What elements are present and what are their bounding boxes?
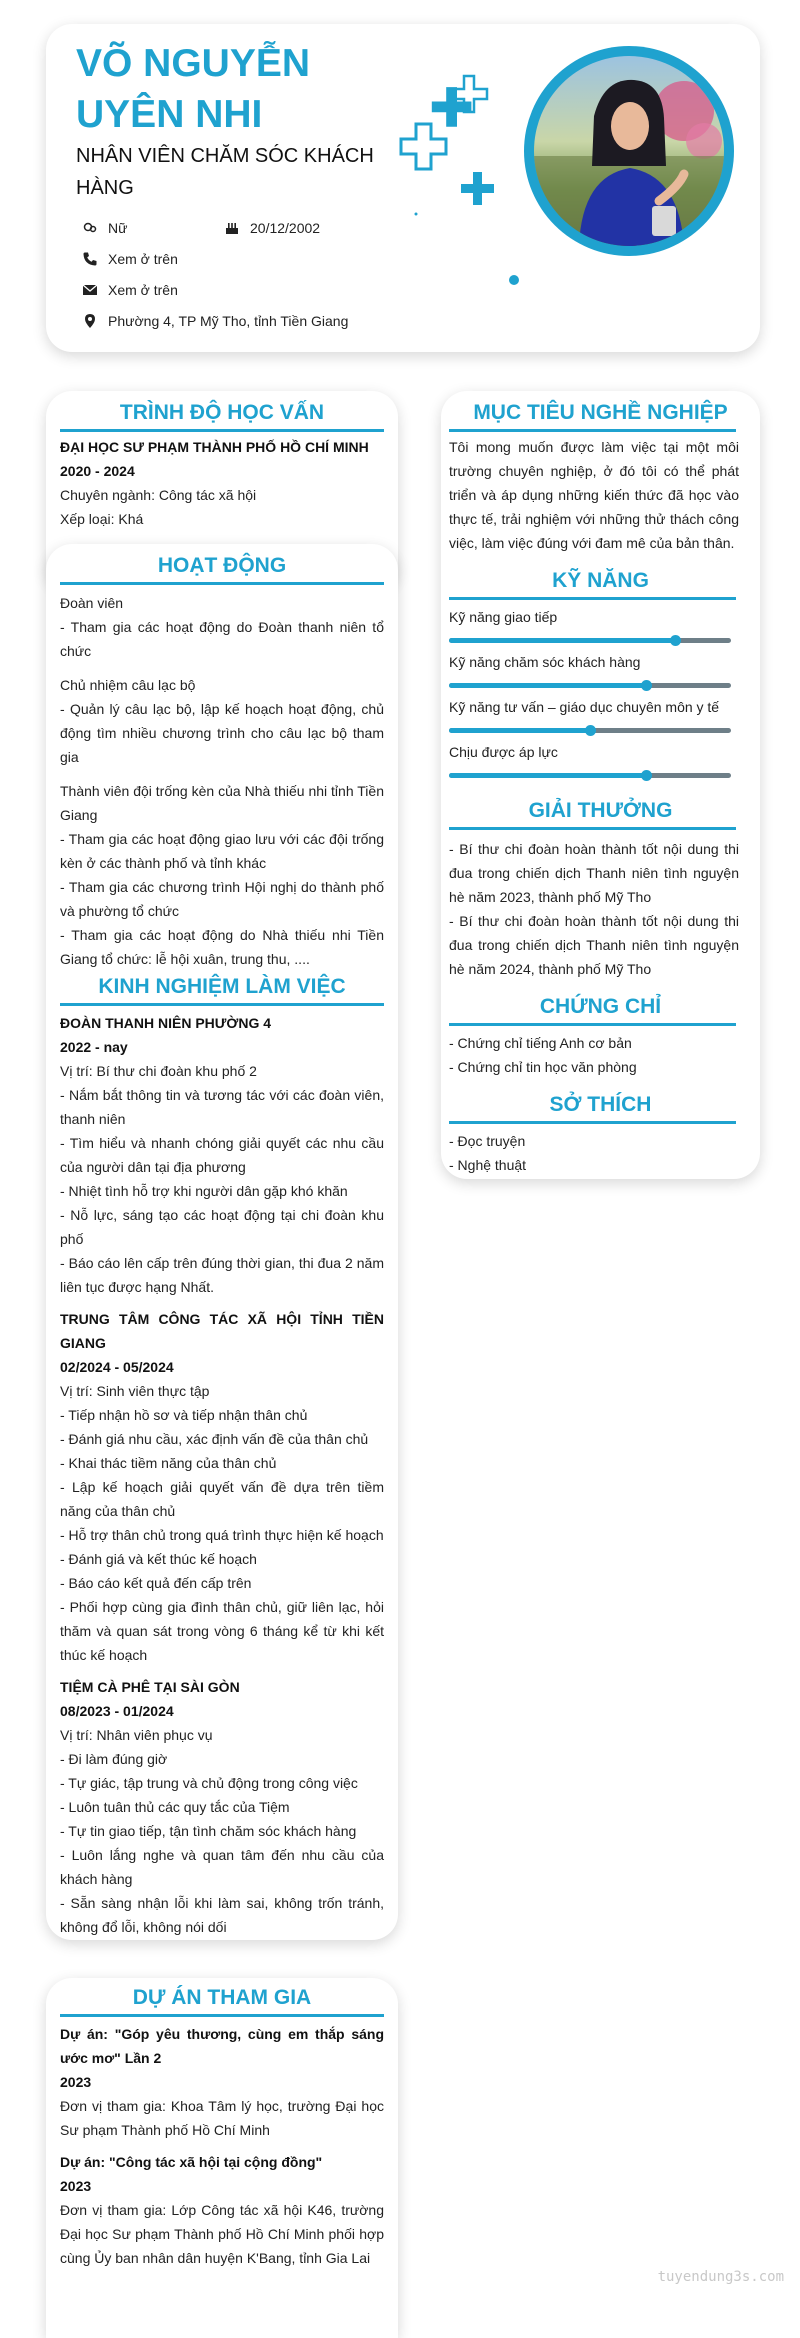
job-duty: - Tiếp nhận hồ sơ và tiếp nhận thân chủ xyxy=(60,1407,308,1423)
job-duty: - Hỗ trợ thân chủ trong quá trình thực hiện kế hoạch xyxy=(60,1527,384,1543)
job-duty: - Tìm hiểu và nhanh chóng giải quyết các nhu cầu của người dân tại địa phương xyxy=(60,1135,384,1175)
skill-bar-knob xyxy=(585,725,596,736)
job-period: 08/2023 - 01/2024 xyxy=(60,1703,174,1719)
job-duty: - Tự giác, tập trung và chủ động trong công việc xyxy=(60,1775,358,1791)
education-details xyxy=(60,435,384,531)
job-company: TIỆM CÀ PHÊ TẠI SÀI GÒN xyxy=(60,1679,240,1695)
avatar-frame xyxy=(524,46,734,256)
activity-line: Chủ nhiệm câu lạc bộ xyxy=(60,677,196,693)
activities-title: HOẠT ĐỘNG xyxy=(157,554,287,577)
objective-title: MỤC TIÊU NGHỀ NGHIỆP xyxy=(473,401,728,424)
skill-name: Chịu được áp lực xyxy=(449,744,558,760)
avatar-photo xyxy=(534,56,724,246)
job-duty: - Luôn tuân thủ các quy tắc của Tiệm xyxy=(60,1799,290,1815)
school-name: ĐẠI HỌC SƯ PHẠM THÀNH PHỐ HỒ CHÍ MINH xyxy=(60,439,369,455)
job-period: 02/2024 - 05/2024 xyxy=(60,1359,174,1375)
right-column-card xyxy=(441,391,760,1179)
phone-icon xyxy=(82,251,98,267)
job-duty: - Nhiệt tình hỗ trợ khi người dân gặp khó khăn xyxy=(60,1183,348,1199)
certificates-title: CHỨNG CHỈ xyxy=(539,995,662,1018)
education-grade: Xếp loại: Khá xyxy=(60,511,144,527)
job-duty: - Đánh giá và kết thúc kế hoạch xyxy=(60,1551,257,1567)
gender-value: Nữ xyxy=(108,220,128,236)
address-value: Phường 4, TP Mỹ Tho, tỉnh Tiền Giang xyxy=(108,313,349,329)
section-divider xyxy=(60,582,384,585)
site-watermark: tuyendung3s.com xyxy=(657,2269,784,2285)
hobby-item: - Nghệ thuật xyxy=(449,1157,527,1173)
section-divider xyxy=(449,1121,736,1124)
skill-bar-fill xyxy=(449,683,646,688)
section-divider xyxy=(449,1023,736,1026)
job-duty: - Nỗ lực, sáng tạo các hoạt động tại chi đoàn khu phố xyxy=(60,1207,384,1247)
skill-bar-knob xyxy=(641,680,652,691)
job-duty: - Báo cáo kết quả đến cấp trên xyxy=(60,1575,252,1591)
award-item: - Bí thư chi đoàn hoàn thành tốt nội dung thi đua trong chiến dịch Thanh niên tình nguyện hè năm 2024, thành phố Mỹ Tho xyxy=(449,913,739,977)
section-divider xyxy=(449,597,736,600)
activity-line: Thành viên đội trống kèn của Nhà thiếu nhi tỉnh Tiền Giang xyxy=(60,783,384,823)
section-divider xyxy=(60,2014,384,2017)
section-divider xyxy=(449,429,736,432)
certificate-item: - Chứng chỉ tin học văn phòng xyxy=(449,1059,637,1075)
job-period: 2022 - nay xyxy=(60,1039,128,1055)
job-role: Vị trí: Sinh viên thực tập xyxy=(60,1383,210,1399)
hobby-item: - Đọc truyện xyxy=(449,1133,526,1149)
skill-name: Kỹ năng tư vấn – giáo dục chuyên môn y tế xyxy=(449,699,720,715)
award-item: - Bí thư chi đoàn hoàn thành tốt nội dung thi đua trong chiến dịch Thanh niên tình nguyện hè năm 2023, thành phố Mỹ Tho xyxy=(449,841,739,905)
activity-line: - Tham gia các hoạt động do Nhà thiếu nhi Tiền Giang tổ chức: lễ hội xuân, trung thu, .... xyxy=(60,927,384,967)
job-company: TRUNG TÂM CÔNG TÁC XÃ HỘI TỈNH TIỀN GIANG xyxy=(60,1311,384,1351)
certificate-item: - Chứng chỉ tiếng Anh cơ bản xyxy=(449,1035,632,1051)
job-duty: - Khai thác tiềm năng của thân chủ xyxy=(60,1455,277,1471)
skill-bar xyxy=(449,728,731,733)
job-duty: - Lập kế hoạch giải quyết vấn đề dựa trên tiềm năng của thân chủ xyxy=(60,1479,384,1519)
project-year: 2023 xyxy=(60,2178,92,2194)
awards-list xyxy=(449,837,739,981)
project-org: Đơn vị tham gia: Khoa Tâm lý học, trường Đại học Sư phạm Thành phố Hồ Chí Minh xyxy=(60,2098,384,2138)
skill-bar xyxy=(449,773,731,778)
job-duty: - Phối hợp cùng gia đình thân chủ, giữ liên lạc, hỏi thăm và quan sát trong vòng 6 tháng kể từ khi kết thúc kế hoạch xyxy=(60,1599,384,1663)
cake-icon xyxy=(224,220,240,236)
education-major: Chuyên ngành: Công tác xã hội xyxy=(60,487,257,503)
awards-title: GIẢI THƯỞNG xyxy=(528,799,673,822)
hobbies-list xyxy=(449,1129,739,1177)
objective-text: Tôi mong muốn được làm việc tại một môi trường chuyên nghiệp, ở đó tôi có thể phát triển và áp dụng những kiến thức đã học vào thực tế, trải nghiệm với những thử thách công việc, làm việc đúng với đam mê của bản thân. xyxy=(449,439,739,551)
job-duty: - Báo cáo lên cấp trên đúng thời gian, thi đua 2 năm liên tục được hạng Nhất. xyxy=(60,1255,384,1295)
birthday-row xyxy=(224,220,320,236)
email-row xyxy=(82,282,178,298)
experience-list xyxy=(60,1011,384,1939)
projects-list xyxy=(60,2022,384,2270)
decorative-crosses xyxy=(386,64,536,304)
mail-icon xyxy=(82,282,98,298)
skill-name: Kỹ năng chăm sóc khách hàng xyxy=(449,654,641,670)
skill-bar-fill xyxy=(449,728,590,733)
skill-name: Kỹ năng giao tiếp xyxy=(449,609,558,625)
job-role: Vị trí: Bí thư chi đoàn khu phố 2 xyxy=(60,1063,257,1079)
skill-bar-fill xyxy=(449,638,675,643)
certificates-list xyxy=(449,1031,739,1079)
candidate-position: NHÂN VIÊN CHĂM SÓC KHÁCH HÀNG xyxy=(76,145,374,199)
birthday-value: 20/12/2002 xyxy=(250,220,321,236)
skill-bar-knob xyxy=(641,770,652,781)
gender-icon xyxy=(82,220,98,236)
experience-title: KINH NGHIỆM LÀM VIỆC xyxy=(98,975,346,998)
activity-line: - Tham gia các hoạt động do Đoàn thanh niên tổ chức xyxy=(60,619,384,659)
skill-bar-fill xyxy=(449,773,646,778)
phone-row xyxy=(82,251,178,267)
job-duty: - Sẵn sàng nhận lỗi khi làm sai, không trốn tránh, không đổ lỗi, không nói dối xyxy=(60,1895,384,1935)
job-duty: - Luôn lắng nghe và quan tâm đến nhu cầu của khách hàng xyxy=(60,1847,384,1887)
skill-bar xyxy=(449,683,731,688)
activity-line: - Tham gia các hoạt động giao lưu với các đội trống kèn ở các thành phố và tỉnh khác xyxy=(60,831,384,871)
project-org: Đơn vị tham gia: Lớp Công tác xã hội K46, trường Đại học Sư phạm Thành phố Hồ Chí Minh phối hợp cùng Ủy ban nhân dân huyện K'Bang, tỉnh Gia Lai xyxy=(60,2202,384,2266)
skills-title: KỸ NĂNG xyxy=(552,569,649,592)
portrait-illustration xyxy=(534,56,724,246)
project-name: Dự án: "Công tác xã hội tại cộng đồng" xyxy=(60,2154,323,2170)
activities-list xyxy=(60,591,384,971)
activity-line: - Tham gia các chương trình Hội nghị do thành phố và phường tổ chức xyxy=(60,879,384,919)
job-role: Vị trí: Nhân viên phục vụ xyxy=(60,1727,213,1743)
job-duty: - Đánh giá nhu cầu, xác định vấn đề của thân chủ xyxy=(60,1431,369,1447)
job-duty: - Tự tin giao tiếp, tận tình chăm sóc khách hàng xyxy=(60,1823,357,1839)
job-company: ĐOÀN THANH NIÊN PHƯỜNG 4 xyxy=(60,1015,272,1031)
hobbies-title: SỞ THÍCH xyxy=(549,1093,652,1116)
education-period: 2020 - 2024 xyxy=(60,463,135,479)
projects-title: DỰ ÁN THAM GIA xyxy=(132,1986,312,2009)
section-divider xyxy=(60,1003,384,1006)
skill-bar xyxy=(449,638,731,643)
activities-experience-card xyxy=(46,544,398,1940)
gender-row xyxy=(82,220,127,236)
candidate-name: VÕ NGUYỄN UYÊN NHI xyxy=(76,42,311,136)
projects-card xyxy=(46,1978,398,2338)
section-divider xyxy=(449,827,736,830)
education-title: TRÌNH ĐỘ HỌC VẤN xyxy=(119,401,325,424)
phone-value: Xem ở trên xyxy=(108,251,178,267)
address-row xyxy=(82,313,348,329)
project-year: 2023 xyxy=(60,2074,92,2090)
section-divider xyxy=(60,429,384,432)
activity-line: - Quản lý câu lạc bộ, lập kế hoạch hoạt động, chủ động tìm nhiều chương trình cho câu lạc bộ tham gia xyxy=(60,701,384,765)
project-name: Dự án: "Góp yêu thương, cùng em thắp sáng ước mơ" Lần 2 xyxy=(60,2026,384,2066)
profile-header-card xyxy=(46,24,760,352)
job-duty: - Đi làm đúng giờ xyxy=(60,1751,168,1767)
activity-line: Đoàn viên xyxy=(60,595,124,611)
job-duty: - Nắm bắt thông tin và tương tác với các đoàn viên, thanh niên xyxy=(60,1087,384,1127)
location-pin-icon xyxy=(82,313,98,329)
email-value: Xem ở trên xyxy=(108,282,178,298)
skill-bar-knob xyxy=(670,635,681,646)
